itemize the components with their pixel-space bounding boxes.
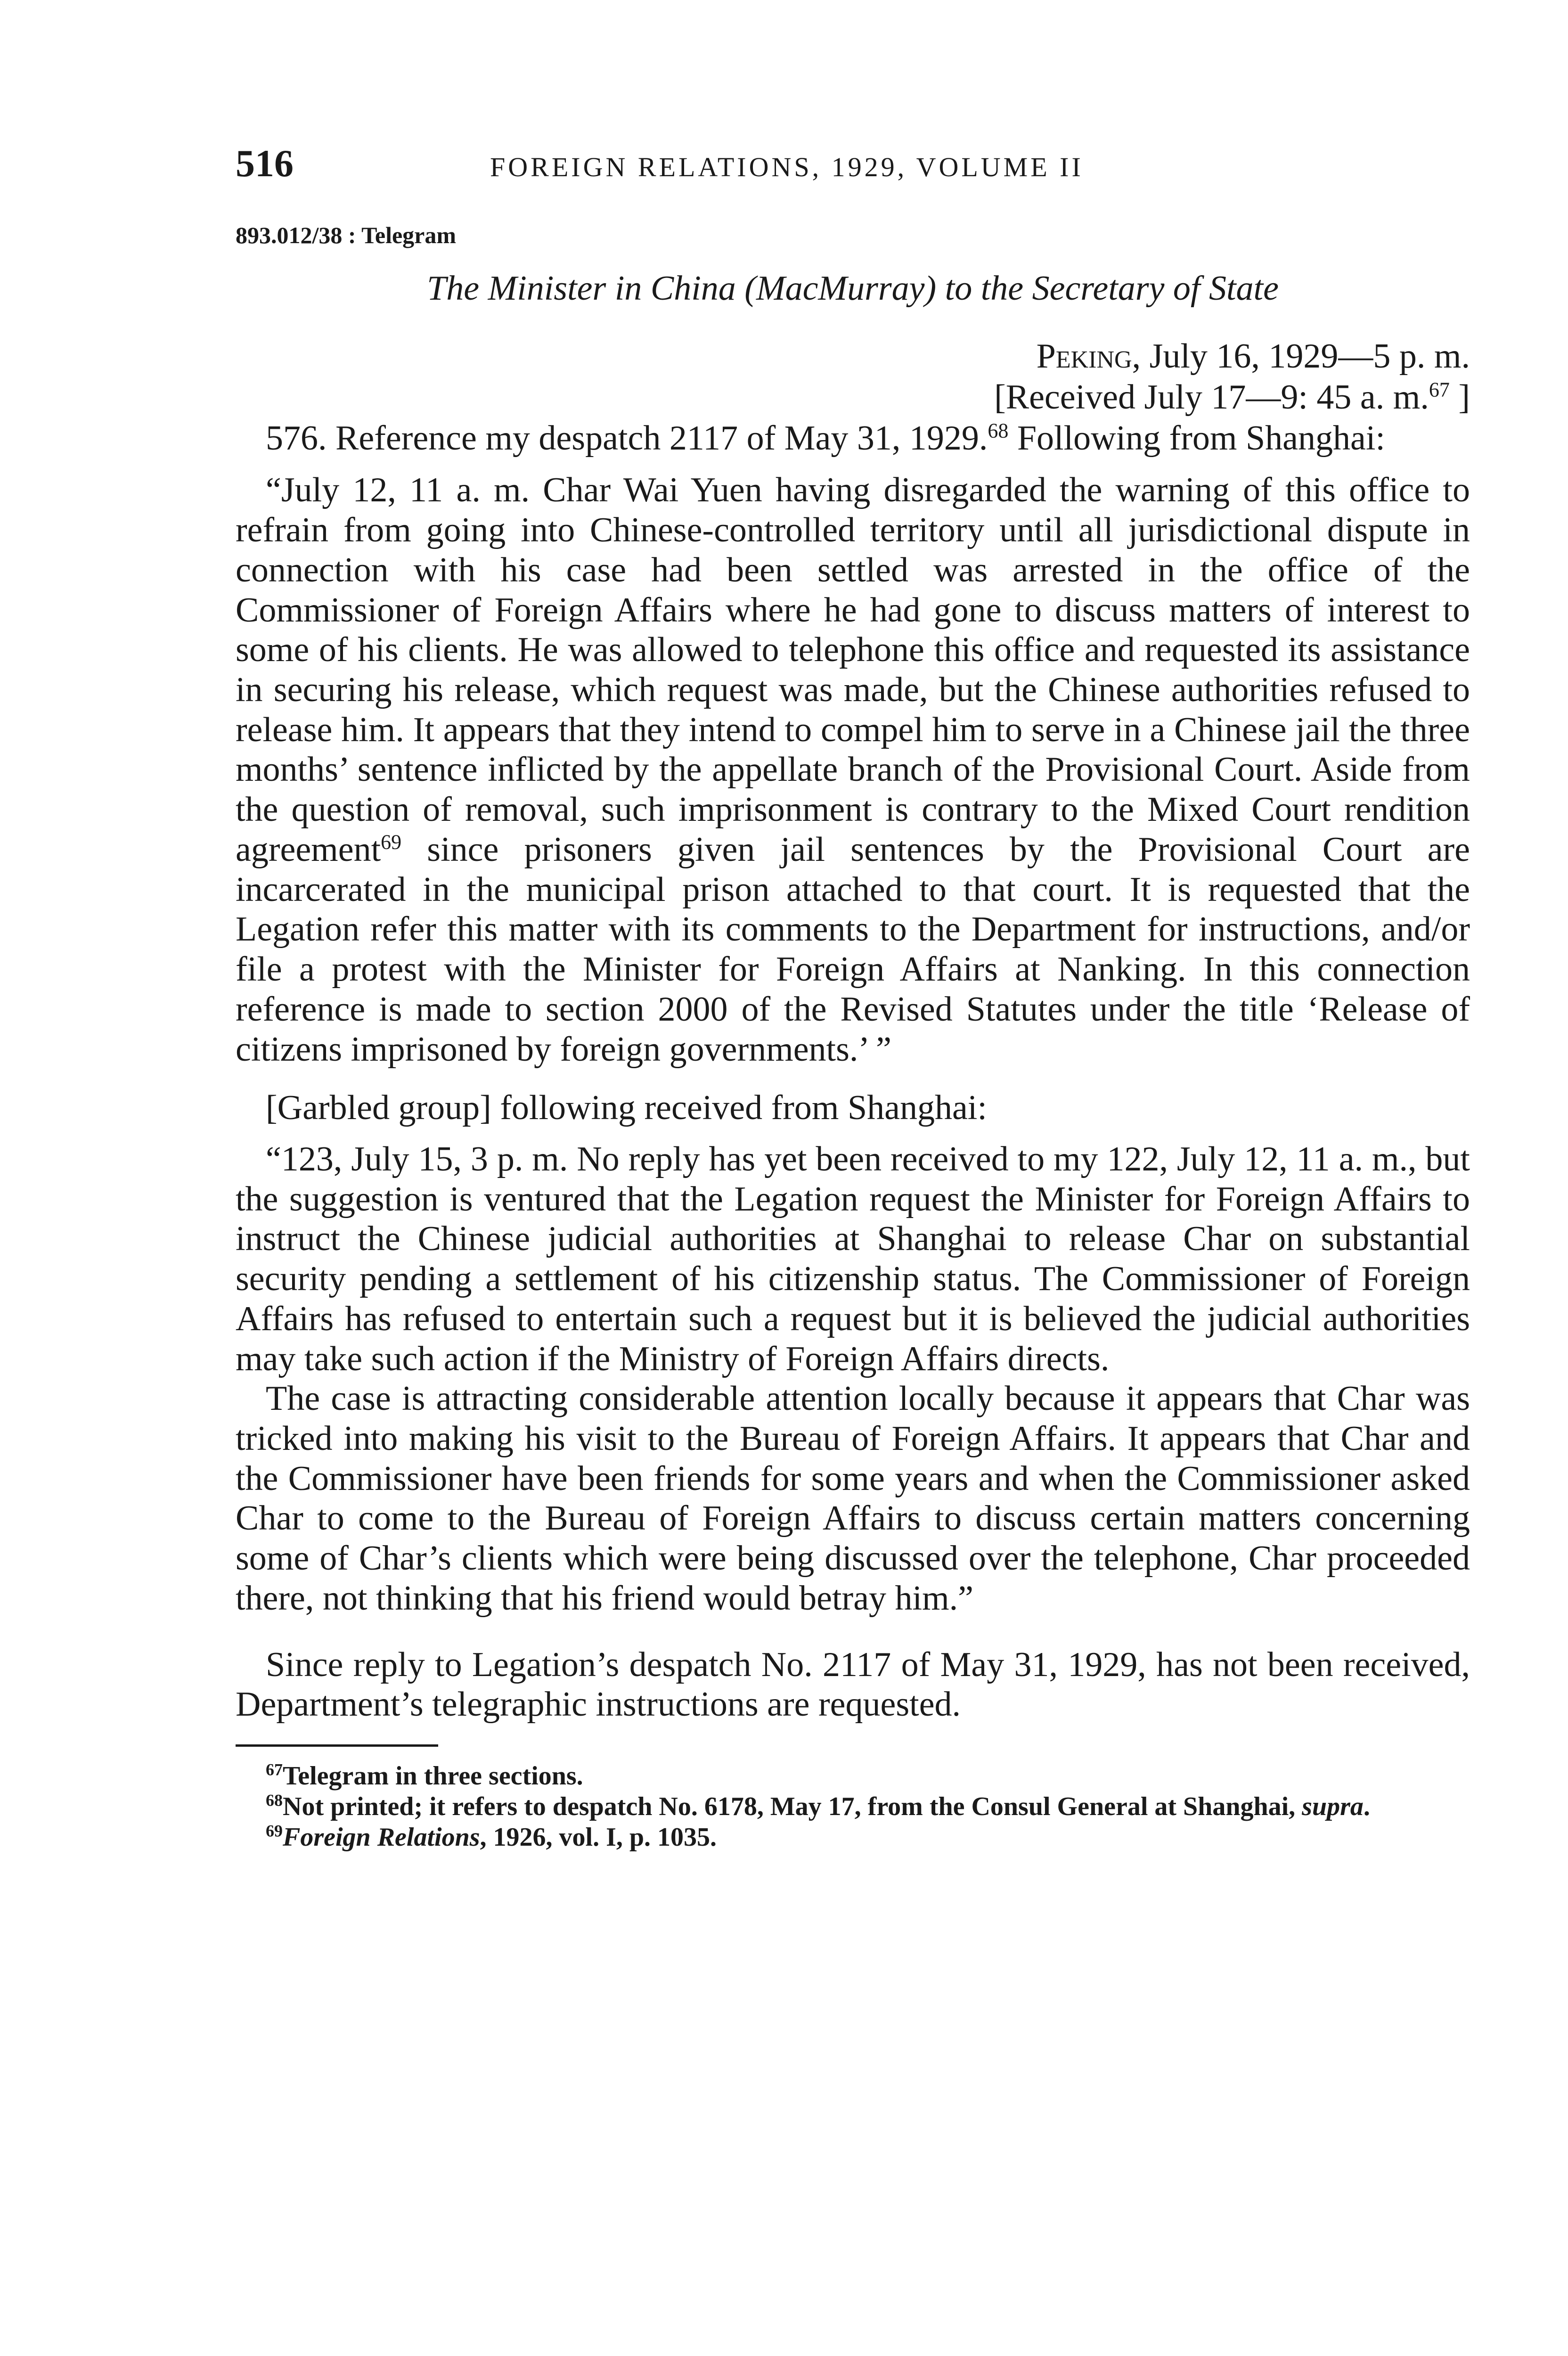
footnote-mark: 69 [266, 1821, 283, 1841]
footnote-68 [236, 1792, 1470, 1822]
quote1-text-a: “July 12, 11 a. m. Char Wai Yuen having disregarded the warning of this office to refrain from going into Chinese-controlled territory until all jurisdictional dispute in connection with his case had been settled was arrested in the office of the Commissioner of Foreign Affairs where he had gone to discuss matters of interest to some of his clients. He was allowed to telephone this office and requested its assistance in securing his release, which request was made, but the Chinese authorities refused to release him. It appears that they intend to compel him to serve in a Chinese jail the three months’ sentence inflicted by the appellate branch of the Provisional Court. Aside from the question of removal, such imprisonment is contrary to the Mixed Court rendition agreement [236, 471, 1470, 869]
footnote-69 [236, 1822, 1470, 1853]
footnote-ref-68: 68 [988, 419, 1009, 442]
footnotes [236, 1761, 1470, 1853]
received-text: [Received July 17—9: 45 a. m. [994, 378, 1429, 417]
file-line: 893.012/38 : Telegram [236, 222, 457, 248]
footnote-67 [236, 1761, 1470, 1792]
footnote-mark: 68 [266, 1791, 283, 1810]
reference-paragraph [236, 418, 1470, 458]
dateline [236, 336, 1470, 418]
footnote-text: Not printed; it refers to despatch No. 6178, May 17, from the Consul General at Shanghai, [283, 1792, 1302, 1821]
dateline-sent [236, 336, 1470, 377]
received-close: ] [1449, 378, 1470, 417]
garbled-paragraph: [Garbled group] following received from Shanghai: [266, 1088, 987, 1128]
footnote-text-end: . [1363, 1792, 1370, 1821]
body-text [236, 418, 1470, 1725]
quote-paragraph-1 [236, 470, 1470, 1069]
footnote-italic: Foreign Relations [283, 1822, 480, 1852]
page-content [236, 141, 1470, 1853]
closing-paragraph: Since reply to Legation’s despatch No. 2117 of May 31, 1929, has not been received, Department’s telegraphic instructions are requested. [236, 1645, 1470, 1724]
reference-text-end: Following from Shanghai: [1008, 418, 1385, 458]
dateline-received [236, 377, 1470, 418]
footnote-rule [236, 1744, 438, 1747]
dateline-place: Peking, [1036, 337, 1141, 376]
page-number: 516 [236, 142, 294, 185]
reference-text: 576. Reference my despatch 2117 of May 31, 1929. [266, 418, 988, 458]
quote-paragraph-3: The case is attracting considerable attention locally because it appears that Char was tricked into making his visit to the Bureau of Foreign Affairs. It appears that Char and the Commissioner have been friends for some years and when the Commissioner asked Char to come to the Bureau of Foreign Affairs to discuss certain matters concerning some of Char’s clients which were being discussed over the telephone, Char proceeded there, not thinking that his friend would betray him.” [236, 1379, 1470, 1618]
running-head [236, 141, 1470, 193]
quote-paragraph-2: “123, July 15, 3 p. m. No reply has yet been received to my 122, July 12, 11 a. m., but the suggestion is ventured that the Legation request the Minister for Foreign Affairs to instruct the Chinese judicial authorities at Shanghai to release Char on substantial security pending a settlement of his citizenship status. The Commissioner of Foreign Affairs has refused to entertain such a request but it is believed the judicial authorities may take such action if the Ministry of Foreign Affairs directs. [236, 1139, 1470, 1378]
quote1-text-b: since prisoners given jail sentences by the Provisional Court are incarcerated in the municipal prison attached to that court. It is requested that the Legation refer this matter with its comments to the Department for instructions, and/or file a protest with the Minister for Foreign Affairs at Nanking. In this connection reference is made to section 2000 of the Revised Statutes under the title ‘Release of citizens imprisoned by foreign governments.’ ” [236, 830, 1470, 1069]
footnote-mark: 67 [266, 1760, 283, 1779]
dateline-date: July 16, 1929—5 p. m. [1149, 337, 1470, 376]
footnote-italic: supra [1302, 1792, 1364, 1821]
footnote-text-end: , 1926, vol. I, p. 1035. [480, 1822, 717, 1852]
footnote-text: Telegram in three sections. [283, 1761, 583, 1791]
footnote-ref-67: 67 [1429, 378, 1450, 401]
document-title: The Minister in China (MacMurray) to the Secretary of State [427, 269, 1279, 308]
footnote-ref-69: 69 [381, 830, 402, 854]
running-title: FOREIGN RELATIONS, 1929, VOLUME II [490, 152, 1084, 182]
